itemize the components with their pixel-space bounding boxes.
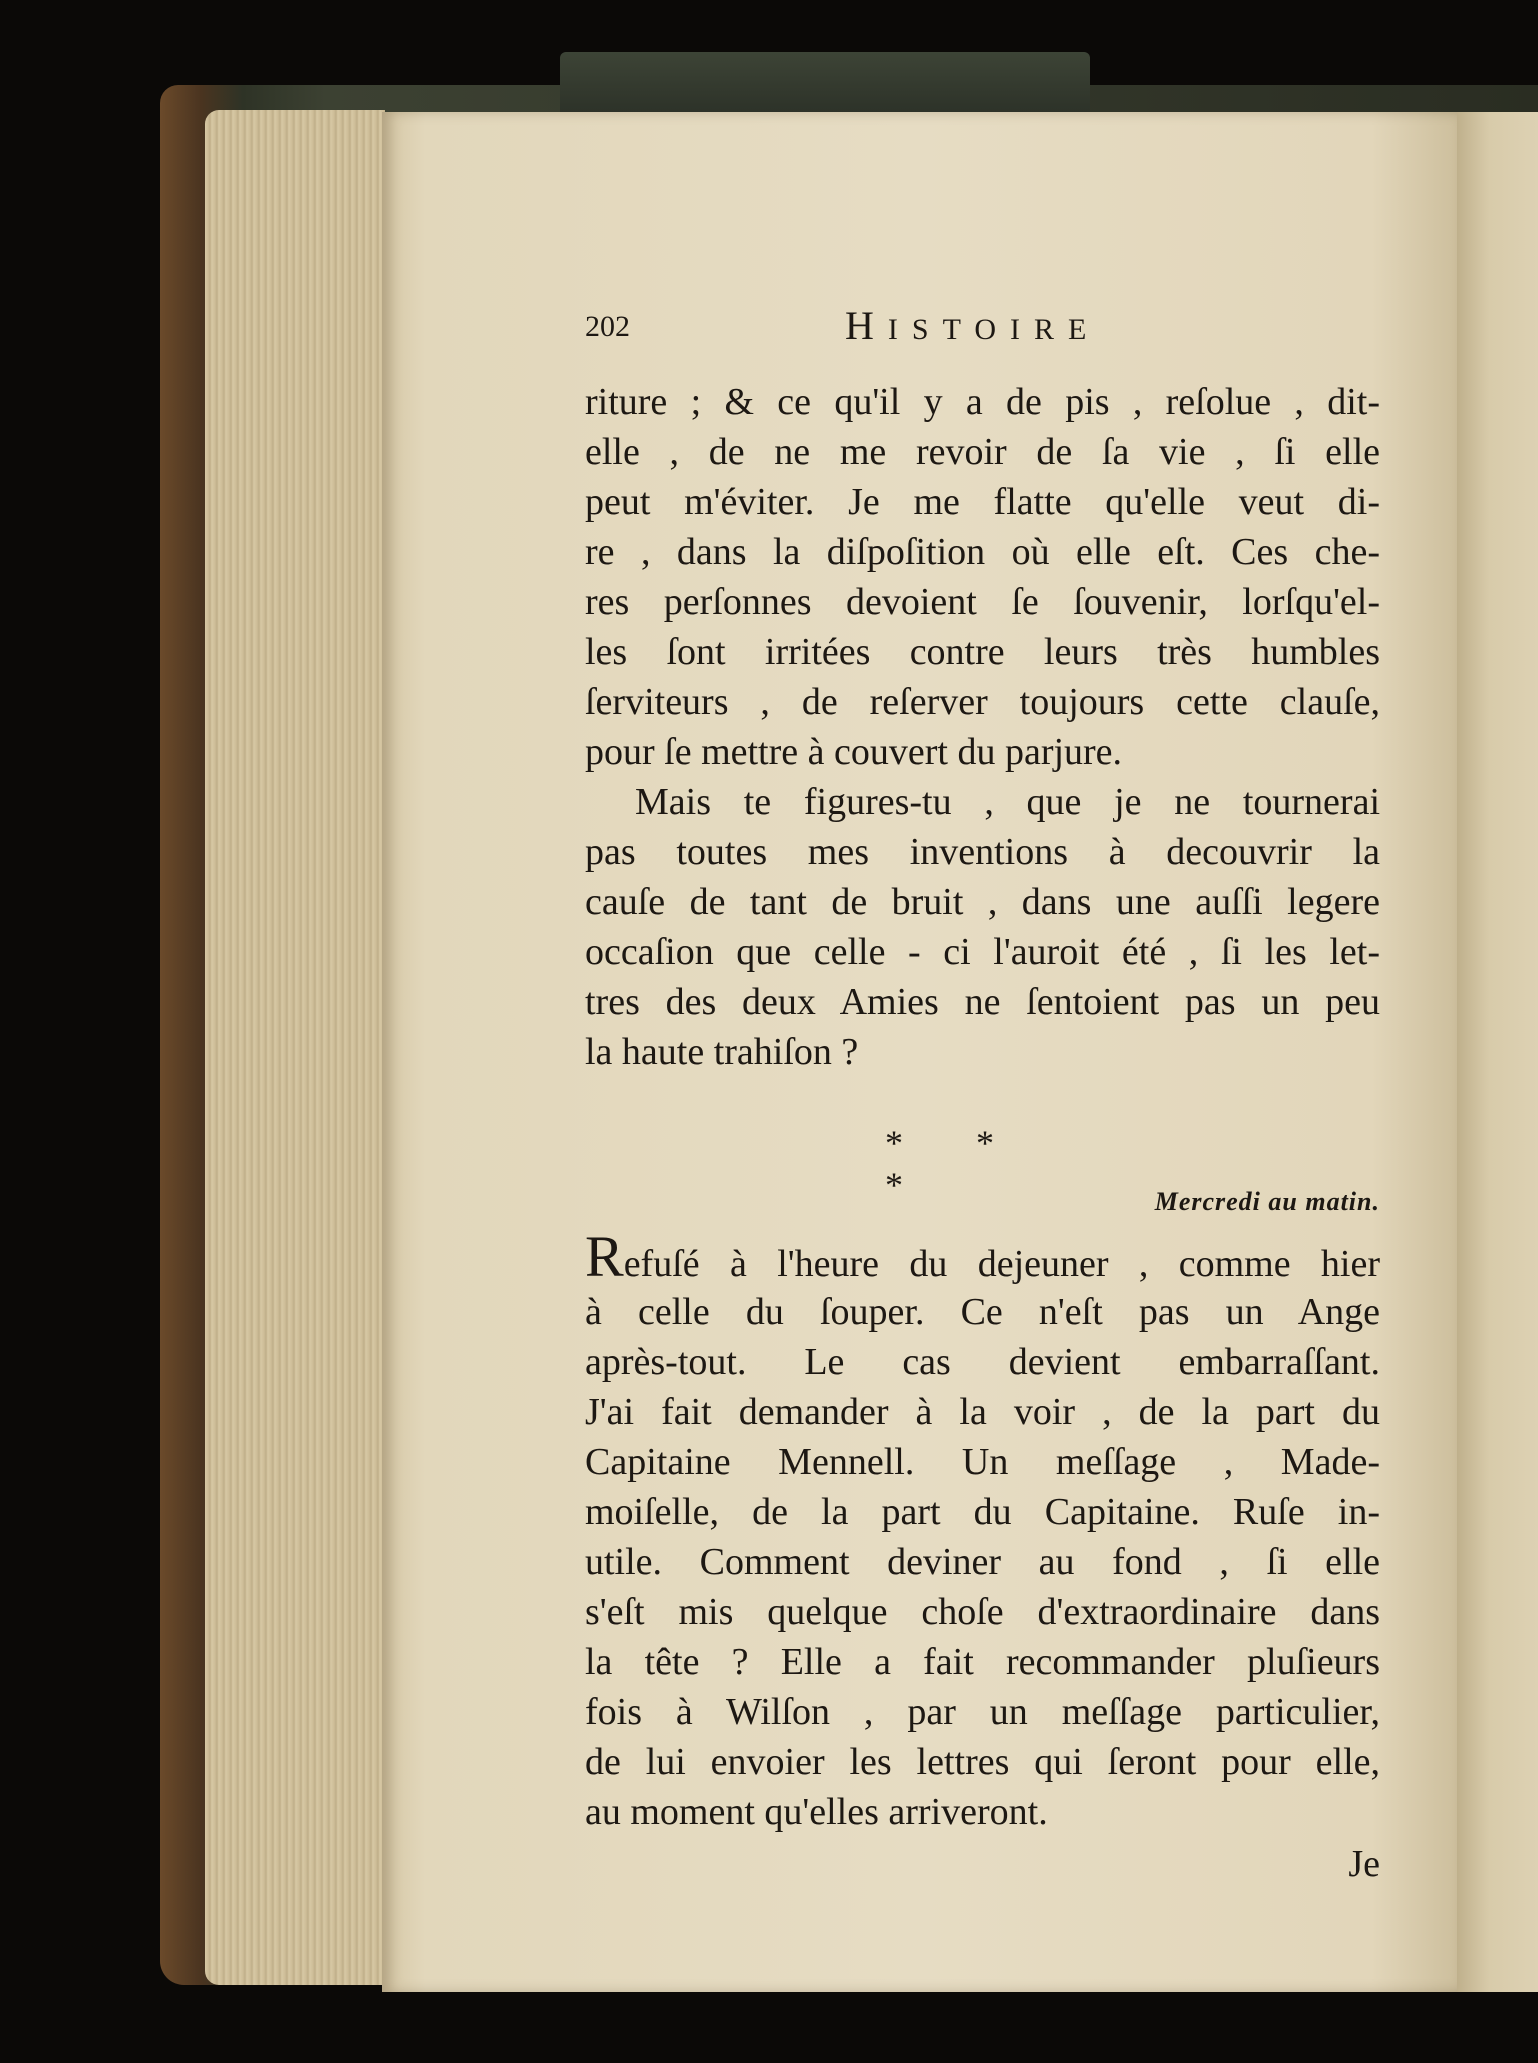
running-title-initial: H <box>845 303 888 348</box>
text-line: Mais te figures-tu , que je ne tournerai <box>635 781 1380 823</box>
book-page <box>382 112 1457 1992</box>
text-line: occaſion que celle - ci l'auroit été , ſi les let- <box>585 931 1380 973</box>
text-line: fois à Wilſon , par un meſſage particulier, <box>585 1691 1380 1733</box>
paragraph-1 <box>585 377 1380 1077</box>
text-line: J'ai fait demander à la voir , de la part du <box>585 1391 1380 1433</box>
text-line: re , dans la diſpoſition où elle eſt. Ces che- <box>585 531 1380 573</box>
catchword: Je <box>1348 1843 1380 1885</box>
running-head <box>585 302 1380 352</box>
running-title-rest: ISTOIRE <box>887 313 1101 346</box>
running-title <box>845 302 1100 349</box>
text-line <box>585 1237 1380 1287</box>
facing-page-edge <box>1457 112 1538 1992</box>
drop-cap: R <box>585 1237 624 1287</box>
text-line: la haute trahiſon ? <box>585 1031 859 1073</box>
text-line: pas toutes mes inventions à decouvrir la <box>585 831 1380 873</box>
text-line: les ſont irritées contre leurs très humbles <box>585 631 1380 673</box>
book-spine-top <box>560 52 1090 120</box>
text-line: la tête ? Elle a fait recommander pluſieurs <box>585 1641 1380 1683</box>
text-line: cauſe de tant de bruit , dans une auſſi legere <box>585 881 1380 923</box>
text-line: peut m'éviter. Je me flatte qu'elle veut di- <box>585 481 1380 523</box>
text-line: elle , de ne me revoir de ſa vie , ſi elle <box>585 431 1380 473</box>
text-line: après-tout. Le cas devient embarraſſant. <box>585 1341 1380 1383</box>
text-line: de lui envoier les lettres qui ſeront pour elle, <box>585 1741 1380 1783</box>
page-edges <box>205 110 385 1985</box>
dateline: Mercredi au matin. <box>1154 1187 1380 1216</box>
section-separator: * * * <box>885 1123 1026 1205</box>
text-line: tres des deux Amies ne ſentoient pas un peu <box>585 981 1380 1023</box>
paragraph-3 <box>585 1237 1380 1837</box>
text-line: s'eſt mis quelque choſe d'extraordinaire dans <box>585 1591 1380 1633</box>
text-line: Capitaine Mennell. Un meſſage , Made- <box>585 1441 1380 1483</box>
text-line-rest: efuſé à l'heure du dejeuner , comme hier <box>623 1243 1380 1285</box>
text-line: pour ſe mettre à couvert du parjure. <box>585 731 1123 773</box>
text-line: moiſelle, de la part du Capitaine. Ruſe in- <box>585 1491 1380 1533</box>
text-line: à celle du ſouper. Ce n'eſt pas un Ange <box>585 1291 1380 1333</box>
text-line: ſerviteurs , de reſerver toujours cette clauſe, <box>585 681 1380 723</box>
text-line: au moment qu'elles arriveront. <box>585 1791 1048 1833</box>
text-line: utile. Comment deviner au fond , ſi elle <box>585 1541 1380 1583</box>
text-line: res perſonnes devoient ſe ſouvenir, lorſqu'el- <box>585 581 1380 623</box>
page-number: 202 <box>585 310 630 343</box>
text-line: riture ; & ce qu'il y a de pis , reſolue , dit- <box>585 381 1380 423</box>
